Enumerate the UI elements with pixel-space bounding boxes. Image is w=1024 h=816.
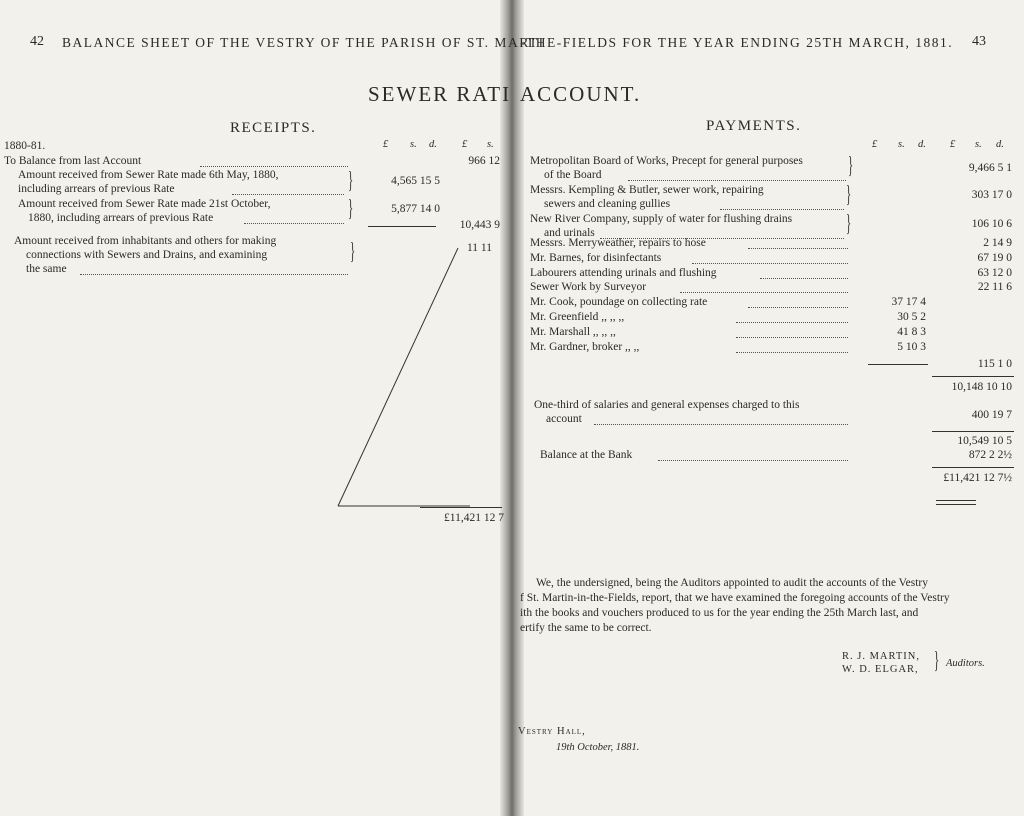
leader-dots — [658, 460, 848, 461]
payment-line-subtotal: 41 8 3 — [897, 326, 926, 338]
auditor-name: W. D. ELGAR, — [842, 664, 919, 675]
receipts-heading: RECEIPTS. — [230, 120, 317, 136]
place: Vestry Hall, — [518, 726, 586, 737]
payment-line-text: Mr. Cook, poundage on collecting rate — [530, 296, 708, 308]
payment-line-total: 9,466 5 1 — [968, 162, 1012, 174]
receipts-grand-total: £11,421 12 7 — [444, 512, 504, 524]
payments-col-pence-2: d. — [996, 139, 1004, 150]
leader-dots — [736, 337, 848, 338]
payments-running-total: 10,148 10 10 — [951, 381, 1012, 393]
receipt-line-text: To Balance from last Account — [4, 155, 142, 167]
leader-dots — [748, 248, 848, 249]
auditors-statement-line: We, the undersigned, being the Auditors appointed to audit the accounts of the Vestry — [536, 577, 929, 589]
subtotal-rule — [932, 467, 1014, 468]
receipt-line-text-cont: the same — [26, 263, 67, 275]
leader-dots — [680, 292, 848, 293]
leader-dots — [80, 274, 348, 275]
title-left-part: SEWER RATI — [368, 82, 512, 106]
poundage-total: 115 1 0 — [977, 358, 1012, 370]
diagonal-cancel-line — [330, 240, 470, 510]
left-running-head: BALANCE SHEET OF THE VESTRY OF THE PARISH OF ST. MARTI — [62, 35, 545, 50]
payment-line-subtotal: 5 10 3 — [897, 341, 926, 353]
bleed-through-column — [610, 689, 611, 690]
book-gutter — [500, 0, 524, 816]
payments-col-pence-1: d. — [918, 139, 926, 150]
payment-line-text: Mr. Greenfield ,, ,, ,, — [530, 311, 625, 323]
payment-line-total: 303 17 0 — [971, 189, 1012, 201]
payment-line-text: New River Company, supply of water for flushing drains — [530, 213, 793, 225]
payments-heading: PAYMENTS. — [706, 118, 802, 134]
payment-line-total: 67 19 0 — [977, 252, 1012, 264]
payment-line-text: Mr. Gardner, broker ,, ,, — [530, 341, 640, 353]
grand-total-rule — [420, 507, 502, 508]
auditors-statement-line: ertify the same to be correct. — [520, 622, 652, 634]
subtotal-rule — [868, 364, 928, 365]
auditor-name: R. J. MARTIN, — [842, 651, 920, 662]
title-right-part: ACCOUNT. — [520, 82, 642, 106]
balance-text: Balance at the Bank — [540, 449, 633, 461]
payment-line-text: Messrs. Kempling & Butler, sewer work, repairing — [530, 184, 764, 196]
receipt-line-subtotal: 4,565 15 5 — [391, 175, 440, 187]
brace: } — [348, 168, 354, 194]
brace: } — [846, 182, 852, 208]
payment-line-subtotal: 37 17 4 — [891, 296, 926, 308]
leader-dots — [244, 223, 344, 224]
receipt-line-text: Amount received from Sewer Rate made 21st October, — [18, 198, 271, 210]
payment-line-total: 63 12 0 — [977, 267, 1012, 279]
receipts-col-pence-1: d. — [429, 139, 437, 150]
payment-line-total: 2 14 9 — [983, 237, 1012, 249]
receipt-line-text-cont: 1880, including arrears of previous Rate — [28, 212, 214, 224]
subtotal-rule — [932, 376, 1014, 377]
salaries-text: One-third of salaries and general expenses charged to this — [534, 399, 800, 411]
payments-col-pounds-1: £ — [872, 139, 878, 150]
receipt-rate-total: 10,443 9 — [459, 219, 500, 231]
payment-line-text: Messrs. Merryweather, repairs to hose — [530, 237, 706, 249]
payment-line-text: Metropolitan Board of Works, Precept for general purposes — [530, 155, 803, 167]
receipt-line-text-cont: including arrears of previous Rate — [18, 183, 175, 195]
payments-grand-total: £11,421 12 7½ — [943, 472, 1012, 484]
receipt-line-total: 11 11 — [466, 242, 492, 254]
brace: } — [846, 211, 852, 237]
leader-dots — [628, 180, 846, 181]
leader-dots — [720, 209, 844, 210]
brace: } — [350, 239, 356, 265]
payment-line-text: Mr. Marshall ,, ,, ,, — [530, 326, 616, 338]
receipts-year: 1880-81. — [4, 140, 46, 152]
receipt-line-total: 966 12 — [468, 155, 500, 167]
balance-total: 872 2 2½ — [968, 449, 1012, 461]
receipts-col-pounds-1: £ — [383, 139, 389, 150]
salaries-total: 400 19 7 — [971, 409, 1012, 421]
payment-line-text-cont: and urinals — [544, 227, 595, 239]
leader-dots — [736, 322, 848, 323]
receipt-line-text: Amount received from Sewer Rate made 6th May, 1880, — [18, 169, 279, 181]
leader-dots — [748, 307, 848, 308]
payment-line-text-cont: of the Board — [544, 169, 602, 181]
payment-line-text: Labourers attending urinals and flushing — [530, 267, 717, 279]
receipt-line-subtotal: 5,877 14 0 — [391, 203, 440, 215]
receipt-line-text-cont: connections with Sewers and Drains, and examining — [26, 249, 268, 261]
subtotal-rule — [932, 431, 1014, 432]
payments-col-pounds-2: £ — [950, 139, 956, 150]
payment-line-total: 22 11 6 — [977, 281, 1012, 293]
payment-line-text: Mr. Barnes, for disinfectants — [530, 252, 662, 264]
payment-line-subtotal: 30 5 2 — [897, 311, 926, 323]
subtotal-rule — [368, 226, 436, 227]
double-rule — [936, 500, 976, 505]
receipt-line-text: Amount received from inhabitants and others for making — [14, 235, 277, 247]
leader-dots — [760, 278, 848, 279]
brace: } — [934, 648, 940, 674]
date: 19th October, 1881. — [556, 742, 640, 753]
leader-dots — [692, 263, 848, 264]
salaries-text-cont: account — [546, 413, 582, 425]
right-page-number: 43 — [972, 34, 986, 49]
leader-dots — [232, 194, 344, 195]
brace: } — [348, 196, 354, 222]
receipts-col-shillings-2: s. — [487, 139, 494, 150]
receipts-col-shillings-1: s. — [410, 139, 417, 150]
payments-subtotal: 10,549 10 5 — [957, 435, 1012, 447]
leader-dots — [736, 352, 848, 353]
leader-dots — [200, 166, 348, 167]
left-page-number: 42 — [30, 34, 44, 49]
payments-col-shillings-1: s. — [898, 139, 905, 150]
payment-line-text: Sewer Work by Surveyor — [530, 281, 647, 293]
receipts-col-pounds-2: £ — [462, 139, 468, 150]
auditors-statement-line: f St. Martin-in-the-Fields, report, that we have examined the foregoing accounts of the Vestry — [520, 592, 950, 604]
payments-col-shillings-2: s. — [975, 139, 982, 150]
right-running-head: -THE-FIELDS FOR THE YEAR ENDING 25TH MARCH, 1881. — [520, 35, 954, 50]
leader-dots — [594, 424, 848, 425]
auditors-role: Auditors. — [946, 658, 985, 669]
auditors-statement-line: ith the books and vouchers produced to us for the year ending the 25th March last, and — [520, 607, 919, 619]
payment-line-total: 106 10 6 — [971, 218, 1012, 230]
brace: } — [848, 153, 854, 179]
payment-line-text-cont: sewers and cleaning gullies — [544, 198, 671, 210]
